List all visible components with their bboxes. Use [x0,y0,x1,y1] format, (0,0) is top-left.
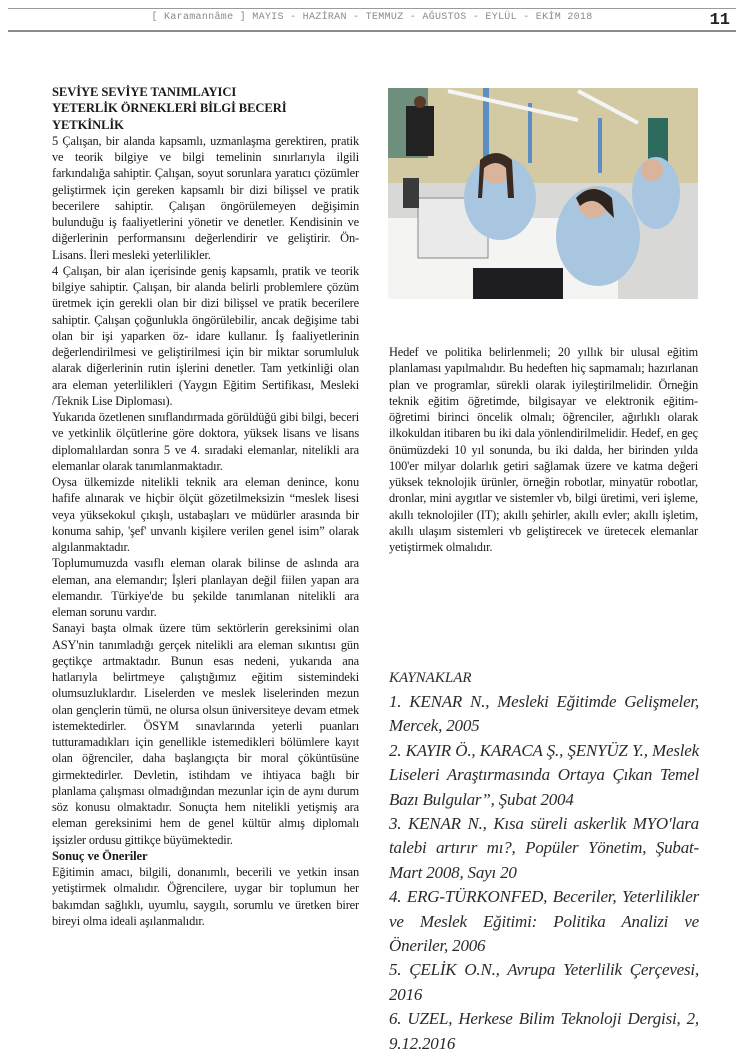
paragraph-level5: 5 Çalışan, bir alanda kapsamlı, uzmanlaşma gerektiren, pratik ve teorik bilgiye ve bilgi temelinin sınırlarıyla ilgili farkındalığa sahiptir. Çalışan, soyut sorunlara yaratıcı çözümler geliştirmek için gereken kapsamlı bir dizi bilişsel ve pratik becerilere sahiptir. Çalışan öngörülemeyen değişimin bulunduğu iş faaliyetlerini yönetir ve denetler. Kendisinin ve diğerlerinin performansını değerlendirir ve geliştirir. Ön-Lisans. İleri mesleki yeterlilikler. [52,133,359,262]
reference-item: 4. ERG-TÜRKONFED, Beceriler, Yeterlilikler ve Meslek Eğitimi: Politika Analizi ve Öneriler, 2006 [389,887,699,956]
paragraph-industry: Sanayi başta olmak üzere tüm sektörlerin gereksinimi olan ASY'nin tanımladığı gerçek nitelikli ara eleman sıkıntısı gün geçtikçe artmaktadır. Bunun esas nedeni, yukarıda ana hatlarıyla belirtmeye çalıştığımız eğitim sistemindeki olumsuzluklardır. Liselerden ve meslek liselerinden mezun olan gençlerin tümü, ne olursa olsun üniversiteye devam etmek istemektedirler. ÖSYM sınavlarında yeterli puanları tutturamadıkları için genellikle istemedikleri bölümlere kayıt olan öğrenciler, daha başlangıçta bir moral çöküntüsüne girmektedirler. Devletin, istihdam ve ihtiyaca bağlı bir planlama çalışması olmadığından mezunlar için de aynı durum söz konusu olmaktadır. Sonuçta hem nitelikli yetişmiş ara eleman gereksinimi hem de genel kültür almış diplomalı işsizler ordusu gittikçe büyümektedir. [52,621,359,847]
reference-item: 5. ÇELİK O.N., Avrupa Yeterlilik Çerçevesi, 2016 [389,960,699,1004]
header-journal-issue: [ Karamannâme ] MAYIS - HAZİRAN - TEMMUZ - AĞUSTOS - EYLÜL - EKİM 2018 [151,12,593,23]
paragraph-conclusion: Eğitimin amacı, bilgili, donanımlı, becerili ve yetkin insan yetiştirmek olmalıdır. Öğrencilere, uygar bir toplumun her bakımdan sağlıklı, uyumlu, saygılı, sorumlu ve üretken birer bireyi olma ideali aşılanmalıdır. [52,865,359,928]
paragraph-level4: 4 Çalışan, bir alan içerisinde geniş kapsamlı, pratik ve teorik bilgiye sahiptir. Çalışan, bir alanda belirli problemlere çözüm üretmek için gerekli olan bir dizi bilişsel ve pratik becerilere sahiptir. Çalışan çoğunlukla öngörülebilir, ancak değişime tabi olan bir işi yaparken öz- idare kullanır. İş faaliyetlerinin değerlendirilmesi ve geliştirilmesi için bir miktar sorumluluk alarak diğerlerinin rutin işlerini denetler. Tam yetkinliği olan ara eleman yeterlilikleri (Yaygın Eğitim Sertifikası, Mesleki /Teknik Lise Diploması). [52,263,359,408]
table-heading-line1: SEVİYE SEVİYE TANIMLAYICI [52,85,237,99]
reference-item: 3. KENAR N., Kısa süreli askerlik MYO'lara talebi artırır mı?, Popüler Yönetim, Şubat-Mart 2008, Sayı 20 [389,814,699,882]
paragraph-society: Toplumumuzda vasıflı eleman olarak bilinse de aslında ara eleman, ana elemandır; İşleri planlayan değil fiilen yapan ara elemandır. Türkiye'de bu şekilde tanımlanan nitelikli ara eleman sorunu vardır. [52,556,359,620]
left-column [52,84,359,929]
header-rule-top [8,8,736,9]
paragraph-summary: Yukarıda özetlenen sınıflandırmada görüldüğü gibi bilgi, beceri ve yetkinlik ölçütlerine göre doktora, yüksek lisans ve lisans diplomalılardan sonra 5 ve 4. sıradaki elemanlar, nitelikli ara elemanlar olarak tanımlanmaktadır. [52,410,359,473]
section-heading-conclusion: Sonuç ve Öneriler [52,848,148,863]
paragraph-policy: Hedef ve politika belirlenmeli; 20 yıllık bir ulusal eğitim planlaması yapılmalıdır. Bu hedeften hiç sapmamalı; hazırlanan plan ve programlar, sürekli olarak iyileştirilmelidir. Örneğin teknik eğitim öğretimde, bilgisayar ve elektronik eğitim-öğretimi birinci öncelik olmalı; öğrenciler, ağırlıklı olarak ilkokuldan itibaren bu iki dala yönlendirilmelidir. Hedef, en geç önümüzdeki 10 yıl sonunda, bu iki dalda, her birinden yılda 100'er milyar dolarlık getiri sağlamak üzere ve katma değeri yüksek teknolojik ürünler, örneğin robotlar, minyatür robotlar, dronlar, mini aygıtlar ve sistemler vb, bilgi üretimi, veri işleme, akıllı teknolojiler (IT); akıllı şehirler, akıllı evler; akıllı işletim, akıllı ulaşım sistemleri vb geliştirecek ve üretecek elemanlar yetiştirmek olmalıdır. [389,345,698,554]
workshop-photo [388,88,698,299]
reference-item: 2. KAYIR Ö., KARACA Ş., ŞENYÜZ Y., Meslek Liseleri Araştırmasında Ortaya Çıkan Temel Bazı Bulgular”, Şubat 2004 [389,740,699,809]
table-heading-line2: YETERLİK ÖRNEKLERİ BİLGİ BECERİ YETKİNLİK [52,101,287,132]
paragraph-perception: Oysa ülkemizde nitelikli teknik ara eleman denince, konu hafife alınarak ve hiçbir ölçüt gözetilmeksizin “meslek lisesi veya yüksekokul çıkışlı, ustabaşları ve müdürler arasında bir konuma sahip, 'şef' unvanlı kişilere verilen genel isim” olarak algılanmaktadır. [52,475,359,555]
references-section [389,666,699,1056]
reference-item: 6. UZEL, Herkese Bilim Teknoloji Dergisi, 2, 9.12.2016 [389,1009,699,1053]
reference-item: 1. KENAR N., Mesleki Eğitimde Gelişmeler, Mercek, 2005 [389,692,699,736]
right-column [389,344,698,555]
references-title: KAYNAKLAR [389,670,472,686]
header-rule-bottom [8,30,736,32]
page-number: 11 [709,11,730,30]
